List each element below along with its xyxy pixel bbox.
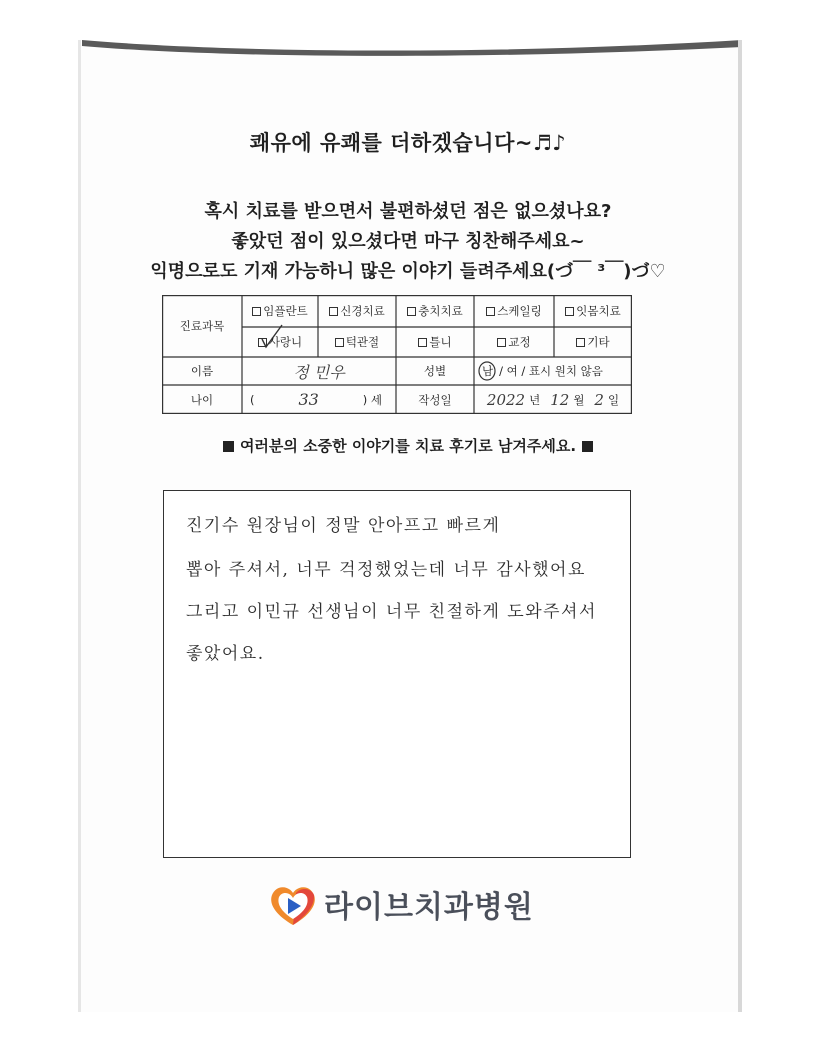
gender-options[interactable] [474, 357, 632, 385]
age-value: 33 [298, 390, 319, 409]
review-line: 뽑아 주셔서, 너무 걱정했었는데 너무 감사했어요 [186, 560, 586, 580]
name-label: 이름 [190, 364, 214, 378]
option-label: 기타 [587, 335, 610, 349]
clinic-name: 라이브치과병원 [324, 890, 534, 925]
checkbox-icon [565, 307, 574, 316]
date-month: 12 [550, 390, 570, 409]
name-value[interactable]: 정 민우 [293, 362, 345, 382]
option-label: 턱관절 [345, 335, 380, 349]
square-bullet-icon [223, 441, 234, 452]
option-cavity[interactable] [396, 295, 474, 327]
option-label: 틀니 [429, 335, 452, 349]
option-implant[interactable] [242, 295, 318, 327]
option-other[interactable] [554, 327, 632, 357]
dept-label: 진료과목 [179, 319, 225, 333]
option-label: 스케일링 [497, 304, 542, 318]
option-denture[interactable] [396, 327, 474, 357]
option-tmj[interactable] [318, 327, 396, 357]
checkbox-icon [576, 338, 585, 347]
option-ortho[interactable] [474, 327, 554, 357]
checkbox-icon [258, 338, 267, 347]
option-label: 충치치료 [418, 304, 463, 318]
age-label: 나이 [190, 392, 214, 407]
date-field[interactable] [474, 385, 632, 414]
review-title: 여러분의 소중한 이야기를 치료 후기로 남겨주세요. [239, 437, 577, 455]
gender-other-options: / 여 / 표시 원치 않음 [499, 364, 603, 378]
checkbox-icon [407, 307, 416, 316]
date-month-unit: 월 [573, 392, 585, 407]
intro-line-1: 혹시 치료를 받으면서 불편하셨던 점은 없으셨나요? [204, 201, 612, 222]
checkbox-icon [486, 307, 495, 316]
clinic-logo-icon [268, 884, 318, 928]
review-line: 좋았어요. [186, 644, 265, 664]
checkbox-icon [497, 338, 506, 347]
age-field[interactable] [242, 385, 396, 414]
form-title: 쾌유에 유쾌를 더하겠습니다~♬♪ [249, 131, 567, 155]
date-day: 2 [594, 390, 604, 409]
date-day-unit: 일 [607, 392, 620, 407]
option-root-canal[interactable] [318, 295, 396, 327]
gender-label: 성별 [423, 364, 447, 378]
checkbox-icon [329, 307, 338, 316]
option-label: 잇몸치료 [576, 304, 621, 318]
date-label: 작성일 [418, 392, 452, 407]
gender-male[interactable]: 남 [482, 364, 494, 378]
review-line: 그리고 이민규 선생님이 너무 친절하게 도와주셔서 [186, 602, 597, 622]
date-year: 2022 [486, 390, 526, 409]
patient-info-table [162, 295, 632, 414]
option-label: 교정 [508, 335, 531, 349]
date-year-unit: 년 [529, 392, 541, 407]
review-heading [0, 435, 816, 456]
checkbox-icon [335, 338, 344, 347]
option-label: 신경치료 [340, 304, 385, 318]
age-open-paren: ( [250, 392, 255, 407]
checkbox-icon [418, 338, 427, 347]
intro-line-3: 익명으로도 기재 가능하니 많은 이야기 들려주세요(づ￣ ³￣)づ♡ [150, 261, 666, 282]
option-wisdom-tooth[interactable] [242, 327, 318, 357]
option-label: 사랑니 [268, 335, 303, 349]
review-textarea[interactable] [163, 490, 631, 858]
option-gum[interactable] [554, 295, 632, 327]
option-label: 임플란트 [263, 304, 308, 318]
option-scaling[interactable] [474, 295, 554, 327]
age-unit: ) 세 [362, 392, 382, 407]
intro-line-2: 좋았던 점이 있으셨다면 마구 칭찬해주세요~ [231, 231, 585, 252]
checkbox-icon [252, 307, 261, 316]
square-bullet-icon [582, 441, 593, 452]
review-line: 진기수 원장님이 정말 안아프고 빠르게 [186, 516, 501, 536]
